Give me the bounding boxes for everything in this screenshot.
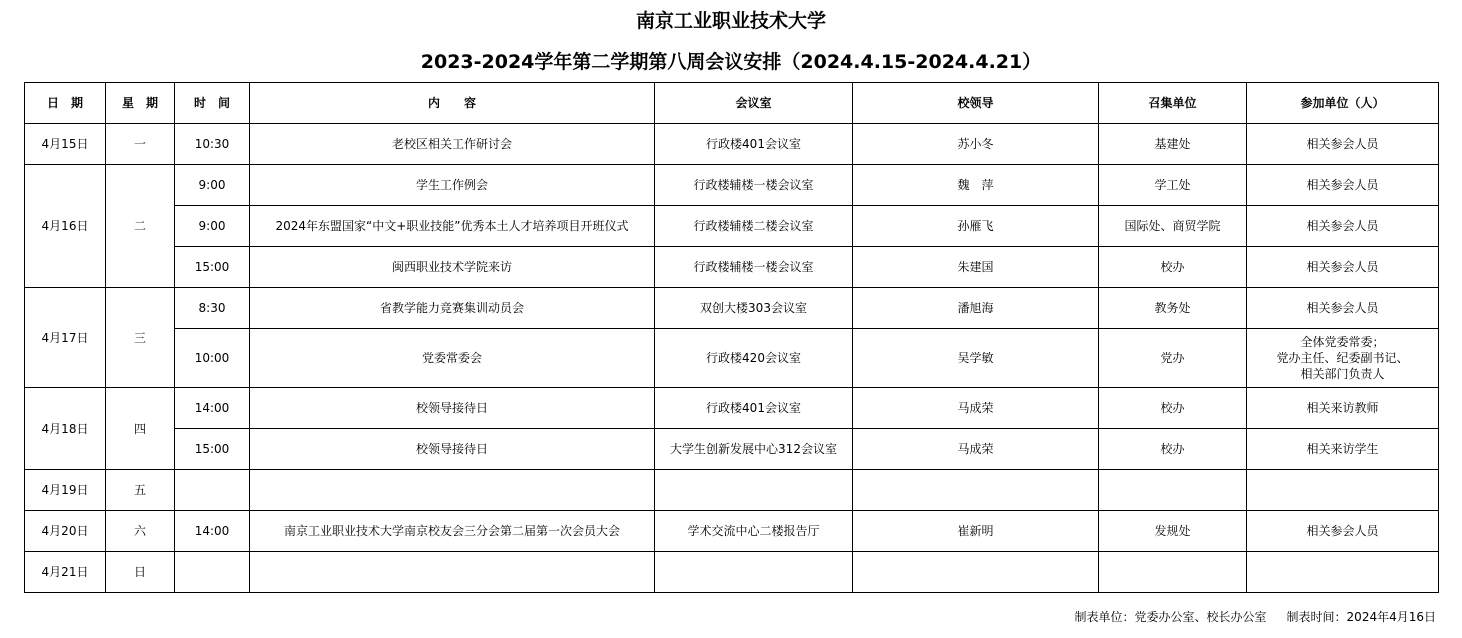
attendees-cell: [1247, 552, 1439, 593]
weekday-cell: 四: [106, 388, 175, 470]
leader-cell: 马成荣: [853, 388, 1099, 429]
time-cell: [175, 552, 250, 593]
content-cell: [250, 470, 655, 511]
leader-cell: 孙雁飞: [853, 206, 1099, 247]
room-cell: [655, 470, 853, 511]
table-row: [25, 247, 1439, 288]
leader-cell: 崔新明: [853, 511, 1099, 552]
room-cell: 行政楼辅楼二楼会议室: [655, 206, 853, 247]
room-cell: 大学生创新发展中心312会议室: [655, 429, 853, 470]
content-cell: 闽西职业技术学院来访: [250, 247, 655, 288]
table-row: [25, 288, 1439, 329]
time-cell: 14:00: [175, 388, 250, 429]
time-cell: 10:30: [175, 124, 250, 165]
schedule-body: [25, 124, 1439, 593]
table-row: [25, 470, 1439, 511]
attendees-cell: 相关参会人员: [1247, 206, 1439, 247]
convener-cell: 国际处、商贸学院: [1099, 206, 1247, 247]
date-cell: 4月16日: [25, 165, 106, 288]
time-cell: 9:00: [175, 206, 250, 247]
time-cell: 15:00: [175, 429, 250, 470]
page-title: 南京工业职业技术大学: [635, 10, 826, 32]
leader-cell: [853, 552, 1099, 593]
attendees-cell: 全体党委常委； 党办主任、纪委副书记、 相关部门负责人: [1247, 329, 1439, 388]
time-cell: 8:30: [175, 288, 250, 329]
content-cell: 老校区相关工作研讨会: [250, 124, 655, 165]
content-cell: 南京工业职业技术大学南京校友会三分会第二届第一次会员大会: [250, 511, 655, 552]
leader-cell: 苏小冬: [853, 124, 1099, 165]
convener-cell: 基建处: [1099, 124, 1247, 165]
weekday-cell: 三: [106, 288, 175, 388]
leader-cell: 朱建国: [853, 247, 1099, 288]
convener-cell: 发规处: [1099, 511, 1247, 552]
weekday-cell: 六: [106, 511, 175, 552]
content-cell: 党委常委会: [250, 329, 655, 388]
footer-made-time: 制表时间：2024年4月16日: [1286, 610, 1436, 624]
attendees-cell: 相关参会人员: [1247, 511, 1439, 552]
page-subtitle: 2023-2024学年第二学期第八周会议安排（2024.4.15-2024.4.21）: [420, 51, 1042, 73]
room-cell: 行政楼辅楼一楼会议室: [655, 165, 853, 206]
room-cell: 行政楼401会议室: [655, 124, 853, 165]
convener-cell: [1099, 552, 1247, 593]
time-cell: 14:00: [175, 511, 250, 552]
room-cell: 学术交流中心二楼报告厅: [655, 511, 853, 552]
leader-cell: 潘旭海: [853, 288, 1099, 329]
date-cell: 4月15日: [25, 124, 106, 165]
header-date: 日 期: [25, 83, 106, 124]
table-row: [25, 511, 1439, 552]
leader-cell: [853, 470, 1099, 511]
header-room: 会议室: [655, 83, 853, 124]
content-cell: 学生工作例会: [250, 165, 655, 206]
header-content: 内 容: [250, 83, 655, 124]
meeting-schedule-table: [24, 82, 1439, 593]
header-attendees: 参加单位（人）: [1247, 83, 1439, 124]
convener-cell: 校办: [1099, 247, 1247, 288]
attendees-cell: 相关参会人员: [1247, 247, 1439, 288]
convener-cell: 校办: [1099, 388, 1247, 429]
header-weekday: 星 期: [106, 83, 175, 124]
content-cell: 校领导接待日: [250, 429, 655, 470]
time-cell: 15:00: [175, 247, 250, 288]
date-cell: 4月18日: [25, 388, 106, 470]
time-cell: 10:00: [175, 329, 250, 388]
date-cell: 4月21日: [25, 552, 106, 593]
table-footer: [1073, 609, 1436, 625]
room-cell: 行政楼420会议室: [655, 329, 853, 388]
table-row: [25, 206, 1439, 247]
time-cell: 9:00: [175, 165, 250, 206]
table-row: [25, 124, 1439, 165]
room-cell: [655, 552, 853, 593]
leader-cell: 吴学敏: [853, 329, 1099, 388]
time-cell: [175, 470, 250, 511]
attendees-cell: 相关参会人员: [1247, 124, 1439, 165]
footer-made-by: 制表单位：党委办公室、校长办公室: [1074, 610, 1267, 624]
content-cell: [250, 552, 655, 593]
room-cell: 行政楼辅楼一楼会议室: [655, 247, 853, 288]
leader-cell: 马成荣: [853, 429, 1099, 470]
weekday-cell: 二: [106, 165, 175, 288]
room-cell: 行政楼401会议室: [655, 388, 853, 429]
convener-cell: 学工处: [1099, 165, 1247, 206]
header-leader: 校领导: [853, 83, 1099, 124]
table-row: [25, 429, 1439, 470]
table-row: [25, 165, 1439, 206]
header-time: 时 间: [175, 83, 250, 124]
content-cell: 校领导接待日: [250, 388, 655, 429]
header-convener: 召集单位: [1099, 83, 1247, 124]
attendees-cell: 相关参会人员: [1247, 165, 1439, 206]
date-cell: 4月19日: [25, 470, 106, 511]
table-row: [25, 329, 1439, 388]
date-cell: 4月17日: [25, 288, 106, 388]
attendees-cell: [1247, 470, 1439, 511]
table-row: [25, 388, 1439, 429]
content-cell: 2024年东盟国家“中文+职业技能”优秀本土人才培养项目开班仪式: [250, 206, 655, 247]
convener-cell: 校办: [1099, 429, 1247, 470]
weekday-cell: 五: [106, 470, 175, 511]
header-row: [25, 83, 1439, 124]
content-cell: 省教学能力竞赛集训动员会: [250, 288, 655, 329]
attendees-cell: 相关来访教师: [1247, 388, 1439, 429]
convener-cell: 党办: [1099, 329, 1247, 388]
convener-cell: [1099, 470, 1247, 511]
attendees-cell: 相关来访学生: [1247, 429, 1439, 470]
attendees-cell: 相关参会人员: [1247, 288, 1439, 329]
date-cell: 4月20日: [25, 511, 106, 552]
table-row: [25, 552, 1439, 593]
convener-cell: 教务处: [1099, 288, 1247, 329]
leader-cell: 魏 萍: [853, 165, 1099, 206]
weekday-cell: 一: [106, 124, 175, 165]
weekday-cell: 日: [106, 552, 175, 593]
room-cell: 双创大楼303会议室: [655, 288, 853, 329]
